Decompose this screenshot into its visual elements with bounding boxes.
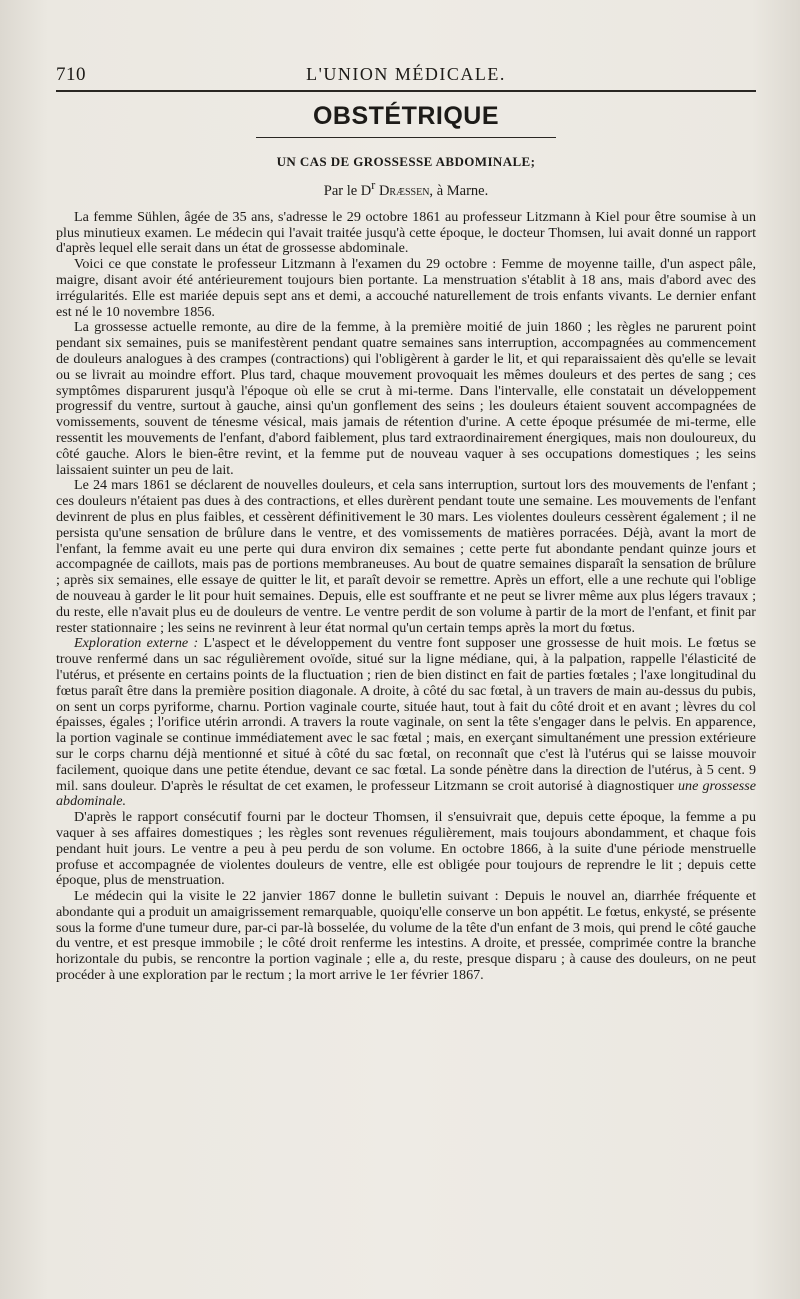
paragraph-lead-italic: Exploration externe :	[74, 635, 199, 652]
paragraph-2	[56, 257, 756, 320]
paragraph-6	[56, 810, 756, 889]
paragraph-text: Le médecin qui la visite le 22 janvier 1867 donne le bulletin suivant : Depuis le nouvel an, diarrhée fréquente et abondante qui a produit un amaigrissement remarquable, quoiqu'elle conserve un bon appétit. Le fœtus, enkysté, se présente sous la forme d'une tumeur dure, par-ci par-là bosselée, du volume de la tête d'un enfant de 3 mois, qui prend le côté gauche du ventre, et est presque immobile ; le côté droit renferme les intestins. A droite, et pressée, comprimée contre la branche horizontale du pubis, se rencontre la portion vaginale ; elle a, du reste, presque disparu ; à cause des douleurs, on ne peut procéder à une exploration par le rectum ; la mort arrive le 1er février 1867.	[56, 888, 756, 984]
paragraph-text: D'après le rapport consécutif fourni par le docteur Thomsen, il s'ensuivrait que, depuis cette époque, la femme a pu vaquer à ses affaires domestiques ; les règles sont revenues régulièrement, mais toujours abondamment, et chaque fois pendant huit jours. Le ventre a peu à peu perdu de son volume. En octobre 1866, à la suite d'une période menstruelle profuse et accompagnée de violentes douleurs de ventre, elle est obligée pour toujours de reprendre le lit ; depuis cette époque, plus de menstruation.	[56, 809, 756, 889]
paragraph-text: Voici ce que constate le professeur Litzmann à l'examen du 29 octobre : Femme de moyenne taille, d'un aspect pâle, maigre, disant avoir été antérieurement toujours bien portante. La menstruation s'établit à 18 ans, mais d'abord avec des irrégularités. Elle est mariée depuis sept ans et demi, a accouché naturellement de trois enfants vivants. Le dernier enfant est né le 10 novembre 1856.	[56, 256, 756, 320]
running-header	[56, 64, 756, 92]
paragraph-text: Le 24 mars 1861 se déclarent de nouvelles douleurs, et cela sans interruption, surtout lors des mouvements de l'enfant ; ces douleurs n'étaient pas dues à des contractions, et elles durèrent pendant toute une semaine. Les mouvements de l'enfant devinrent de plus en plus faibles, et cessèrent définitivement le 30 mars. Les violentes douleurs cessèrent également ; il ne persista qu'une sensation de brûlure dans le ventre, et des vomissements de matières porracées. Déjà, avant la mort de l'enfant, la femme avait eu une perte qui dura environ dix semaines ; cette perte fut abondante pendant quinze jours et accompagnée de caillots, mais pas de portions membraneuses. Au bout de quatre semaines disparaît la sensation de brûlure ; après six semaines, elle essaye de quitter le lit, et paraît devoir se remettre. Après un effort, elle a une rechute qui l'oblige de nouveau à garder le lit pour huit semaines. Depuis, elle est souffrante et ne peut se livrer même aux plus légers travaux ; du reste, elle n'avait plus eu de douleurs de ventre. Le ventre perdit de son volume à partir de la mort de l'enfant, et finit par rester stationnaire ; les seins ne revinrent à leur état normal qu'un certain temps après la mort du fœtus.	[56, 477, 756, 636]
author-name: Dræssen,	[378, 182, 434, 199]
article-title: UN CAS DE GROSSESSE ABDOMINALE;	[276, 154, 536, 169]
byline-sup: r	[371, 178, 376, 192]
paragraph-text: La grossesse actuelle remonte, au dire de la femme, à la première moitié de juin 1860 ; les règles ne parurent point pendant six semaines, puis se manifestèrent pendant quatre semaines sans interruption, accompagnées au commencement de douleurs analogues à des crampes (contractions) qui l'obligèrent à garder le lit, et qui reparaissaient dès qu'elle se levait ou se livrait au moindre effort. Plus tard, chaque mouvement provoquait les mêmes douleurs et des pertes de sang ; ces symptômes disparurent jusqu'à l'époque où elle se crut à mi-terme. Dans l'intervalle, elle constatait un développement progressif du ventre, surtout à gauche, ainsi qu'un gonflement des seins ; les douleurs étaient souvent accompagnées de vomissements, souvent de ténesme vésical, mais jamais de rétention d'urine. A cette époque présumée de mi-terme, elle ressentit les mouvements de l'enfant, d'abord faiblement, plus tard extraordinairement énergiques, mais non douloureux, du côté gauche. Alors le bien-être revint, et la femme put de nouveau vaquer à ses occupations domestiques ; les seins laissaient suinter un peu de lait.	[56, 319, 756, 478]
paragraph-text: La femme Sühlen, âgée de 35 ans, s'adresse le 29 octobre 1861 au professeur Litzmann à Kiel pour être soumise à un plus minutieux examen. Le médecin qui l'avait traitée jusqu'à cette époque, le docteur Thomsen, lui avait donné un rapport d'après lequel elle serait dans un état de grossesse abdominale.	[56, 208, 756, 257]
paragraph-1	[56, 210, 756, 257]
paragraph-7	[56, 889, 756, 984]
section-rule	[256, 137, 556, 138]
paragraph-4	[56, 478, 756, 636]
page-number: 710	[56, 64, 86, 85]
byline	[56, 178, 756, 200]
article-body	[56, 210, 756, 984]
section-title: OBSTÉTRIQUE	[312, 102, 500, 130]
paragraph-5	[56, 636, 756, 810]
journal-title: L'UNION MÉDICALE.	[306, 64, 506, 84]
paragraph-text: L'aspect et le développement du ventre font supposer une grossesse de huit mois. Le fœtus se trouve renfermé dans un sac régulièrement ovoïde, situé sur la ligne médiane, qui, à la palpation, rappelle l'élasticité de l'utérus, et présente en certains points de la fluctuation ; rien de bien distinct en fait de parties fœtales ; l'axe longitudinal du fœtus paraît être dans la première position diagonale. A droite, à côté du sac fœtal, à un travers de main au-dessus du pubis, on sent un corps pyriforme, charnu. Portion vaginale courte, située haut, tout à fait du côté droit et en avant ; lèvres du col épaisses, égales ; l'orifice utérin arrondi. A travers la route vaginale, on sent la tête s'engager dans le pelvis. En apparence, la portion vaginale se continue immédiatement avec le sac fœtal ; mais, en exerçant simultanément une pression extérieure sur le corps charnu déjà mentionné et situé à côté du sac fœtal, on reconnaît que c'est là l'utérus qui se laisse mouvoir facilement, quoique dans une petite étendue, devant ce sac fœtal. La sonde pénètre dans la direction de l'utérus, à 5 cent. 9 mil. sans douleur. D'après le résultat de cet examen, le professeur Litzmann se croit autorisé à diagnostiquer	[56, 635, 756, 794]
author-place: à Marne.	[436, 182, 489, 199]
paragraph-3	[56, 320, 756, 478]
byline-prefix: Par le D	[323, 182, 372, 199]
paragraph-tail-italic: une grossesse abdominale.	[56, 777, 756, 810]
